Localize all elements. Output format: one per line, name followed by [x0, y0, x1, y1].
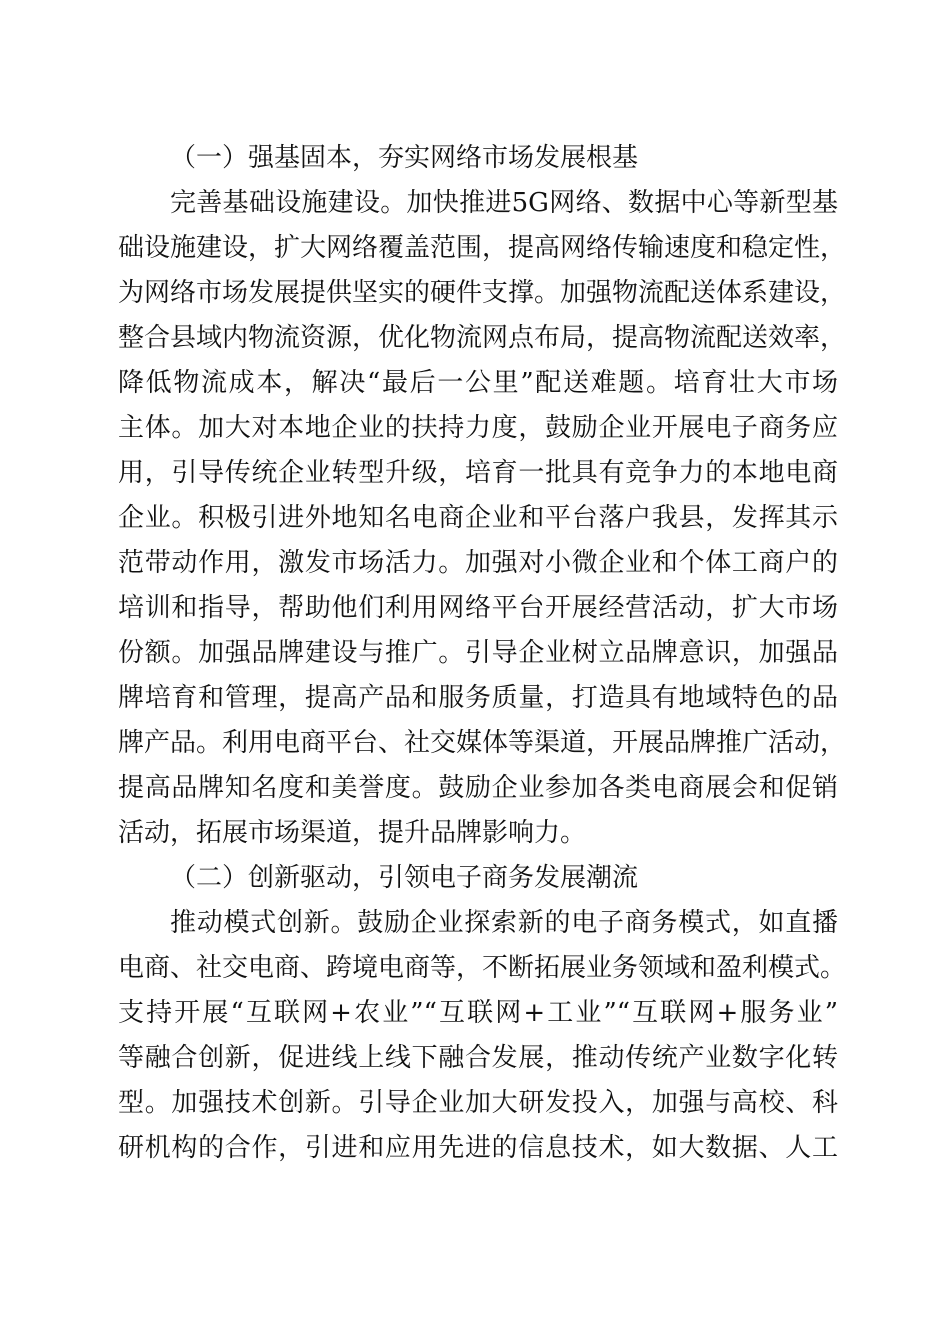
paragraph-line: 用，引导传统企业转型升级，培育一批具有竞争力的本地电商 — [118, 458, 838, 488]
paragraph-line: 范带动作用，激发市场活力。加强对小微企业和个体工商户的 — [118, 548, 838, 578]
paragraph-line: 型。加强技术创新。引导企业加大研发投入，加强与高校、科 — [118, 1088, 838, 1118]
paragraph-line: 降低物流成本，解决“最后一公里”配送难题。培育壮大市场 — [118, 368, 838, 398]
paragraph-line: 提高品牌知名度和美誉度。鼓励企业参加各类电商展会和促销 — [118, 773, 838, 803]
paragraph-line: 活动，拓展市场渠道，提升品牌影响力。 — [118, 818, 587, 848]
paragraph-line: 研机构的合作，引进和应用先进的信息技术，如大数据、人工 — [118, 1133, 838, 1163]
paragraph-line: 电商、社交电商、跨境电商等，不断拓展业务领域和盈利模式。 — [118, 953, 847, 983]
paragraph-line: 份额。加强品牌建设与推广。引导企业树立品牌意识，加强品 — [118, 638, 838, 668]
paragraph-line: 为网络市场发展提供坚实的硬件支撑。加强物流配送体系建设， — [118, 278, 847, 308]
paragraph-line: 培训和指导，帮助他们利用网络平台开展经营活动，扩大市场 — [118, 593, 838, 623]
paragraph-line: 主体。加大对本地企业的扶持力度，鼓励企业开展电子商务应 — [118, 413, 838, 443]
paragraph-line: 推动模式创新。鼓励企业探索新的电子商务模式，如直播 — [170, 908, 838, 938]
paragraph-line: 整合县域内物流资源，优化物流网点布局，提高物流配送效率， — [118, 323, 847, 353]
section-heading-2: （二）创新驱动，引领电子商务发展潮流 — [170, 863, 639, 893]
paragraph-line: 完善基础设施建设。加快推进5G网络、数据中心等新型基 — [170, 188, 838, 218]
paragraph-line: 支持开展“互联网+农业”“互联网+工业”“互联网+服务业” — [118, 998, 838, 1028]
paragraph-line: 企业。积极引进外地知名电商企业和平台落户我县，发挥其示 — [118, 503, 838, 533]
section-heading-1: （一）强基固本，夯实网络市场发展根基 — [170, 143, 639, 173]
paragraph-line: 等融合创新，促进线上线下融合发展，推动传统产业数字化转 — [118, 1043, 838, 1073]
paragraph-line: 牌产品。利用电商平台、社交媒体等渠道，开展品牌推广活动， — [118, 728, 847, 758]
paragraph-line: 牌培育和管理，提高产品和服务质量，打造具有地域特色的品 — [118, 683, 838, 713]
paragraph-line: 础设施建设，扩大网络覆盖范围，提高网络传输速度和稳定性， — [118, 233, 847, 263]
